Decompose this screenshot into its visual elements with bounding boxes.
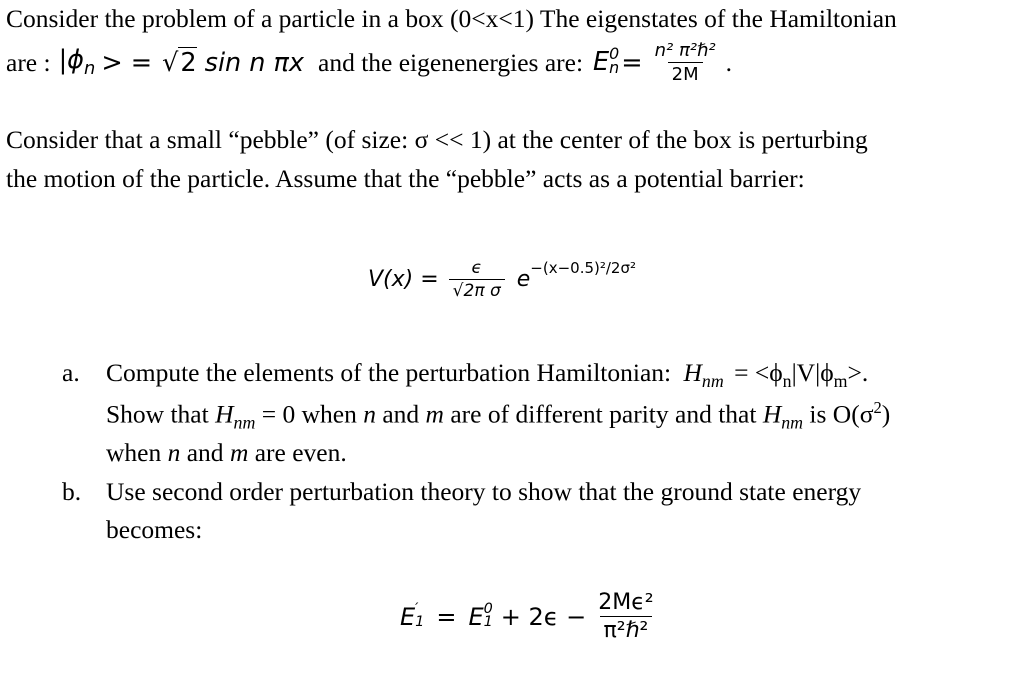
part-a-operator: |V|ϕ — [791, 358, 834, 387]
result-denominator: π²ℏ² — [600, 616, 653, 643]
part-a-parity-text: are of different parity and that — [450, 399, 757, 429]
pebble-line-2: the motion of the particle. Assume that the “pebble” acts as a potential barrier: — [6, 164, 805, 193]
part-b-marker: b. — [62, 477, 82, 506]
part-b-line-1: Use second order perturbation theory to show that the ground state energy — [106, 477, 862, 506]
potential-exp-base: e — [516, 267, 531, 292]
part-a-order-close: ) — [881, 399, 891, 429]
potential-denominator: √2π σ — [449, 279, 505, 301]
eigenstate-ket — [59, 45, 96, 79]
part-a-and2: and — [186, 438, 224, 467]
eigenenergies-label: and the eigenenergies are: — [318, 47, 584, 77]
ket-phi: |ϕ — [58, 45, 85, 76]
part-a-m: m — [425, 399, 444, 429]
result-equals: = — [436, 602, 457, 631]
ket-sub-n: n — [84, 58, 96, 80]
sqrt-symbol: √ — [162, 47, 179, 78]
part-a-ket-end: >. — [847, 358, 869, 387]
part-a-are-even: are even. — [254, 438, 347, 467]
part-a-H2-sub: nm — [233, 412, 256, 433]
intro-line-1: Consider the problem of a particle in a box (0<x<1) The eigenstates of the Hamiltonian — [6, 4, 897, 33]
energy-sub-n: n — [609, 58, 620, 78]
part-a-compute-text: Compute the elements of the perturbation Hamiltonian: — [106, 358, 672, 387]
part-a-bra-sub: n — [782, 371, 792, 392]
part-a-H3-sub: nm — [781, 412, 804, 433]
part-a-zero-when: = 0 when — [261, 399, 357, 429]
energy-numerator: n² π²ℏ² — [654, 40, 716, 61]
result-E0-symbol: E — [468, 602, 484, 631]
result-E0-sub: 1 — [483, 613, 493, 630]
result-lhs — [400, 600, 425, 631]
part-a-and: and — [382, 399, 420, 429]
potential-numerator: ϵ — [471, 258, 482, 278]
result-sub-1: 1 — [415, 613, 425, 630]
part-b-line-2: becomes: — [106, 515, 203, 544]
energy-symbol — [593, 44, 620, 78]
energy-denominator: 2M — [668, 62, 703, 85]
energy-fraction — [651, 40, 720, 85]
potential-fraction — [449, 258, 505, 301]
intro-line-2 — [6, 40, 732, 85]
part-a-line-1 — [106, 358, 868, 392]
part-a-n2: n — [167, 438, 181, 467]
part-a-line-2 — [106, 398, 890, 434]
part-a-n: n — [363, 399, 376, 429]
part-a-when: when — [106, 438, 162, 467]
result-E0-sup: 0 — [483, 600, 493, 617]
part-a-H: H — [683, 358, 702, 387]
result-E0 — [468, 600, 493, 631]
part-a-show-that: Show that — [106, 399, 209, 429]
result-prime: ′ — [415, 600, 419, 617]
potential-lhs: V(x) = — [368, 267, 439, 292]
part-a-m2: m — [229, 438, 249, 467]
sqrt-two: 2 — [180, 48, 197, 78]
part-a-line-3 — [106, 438, 347, 468]
eigenstate-equals: > = — [101, 47, 153, 78]
energy-E: E — [593, 47, 610, 78]
pebble-line-1: Consider that a small “pebble” (of size: σ << 1) at the center of the box is perturbing — [6, 125, 868, 154]
part-a-bra: = <ϕ — [734, 358, 783, 387]
part-a-marker: a. — [62, 358, 80, 387]
part-a-order: is O(σ — [809, 399, 874, 429]
result-equation — [400, 590, 658, 643]
part-a-ket-sub: m — [833, 371, 848, 392]
part-a-H2: H — [215, 399, 234, 429]
part-a-order-sup: 2 — [873, 398, 882, 417]
potential-exponent: −(x−0.5)²/2σ² — [530, 258, 636, 277]
result-E: E — [400, 602, 416, 631]
part-a-H-sub: nm — [701, 371, 724, 392]
result-fraction — [594, 590, 657, 643]
intro-are-label: are : — [6, 47, 51, 77]
potential-equation — [368, 258, 636, 301]
energy-period: . — [725, 47, 733, 77]
result-plus-term: + 2ϵ − — [500, 602, 587, 631]
part-a-H3: H — [762, 399, 782, 429]
eigenstate-sine: sin n πx — [204, 47, 305, 78]
result-numerator: 2Mϵ² — [598, 590, 654, 615]
energy-equals: = — [621, 47, 643, 78]
energy-sup-0: 0 — [609, 44, 620, 64]
